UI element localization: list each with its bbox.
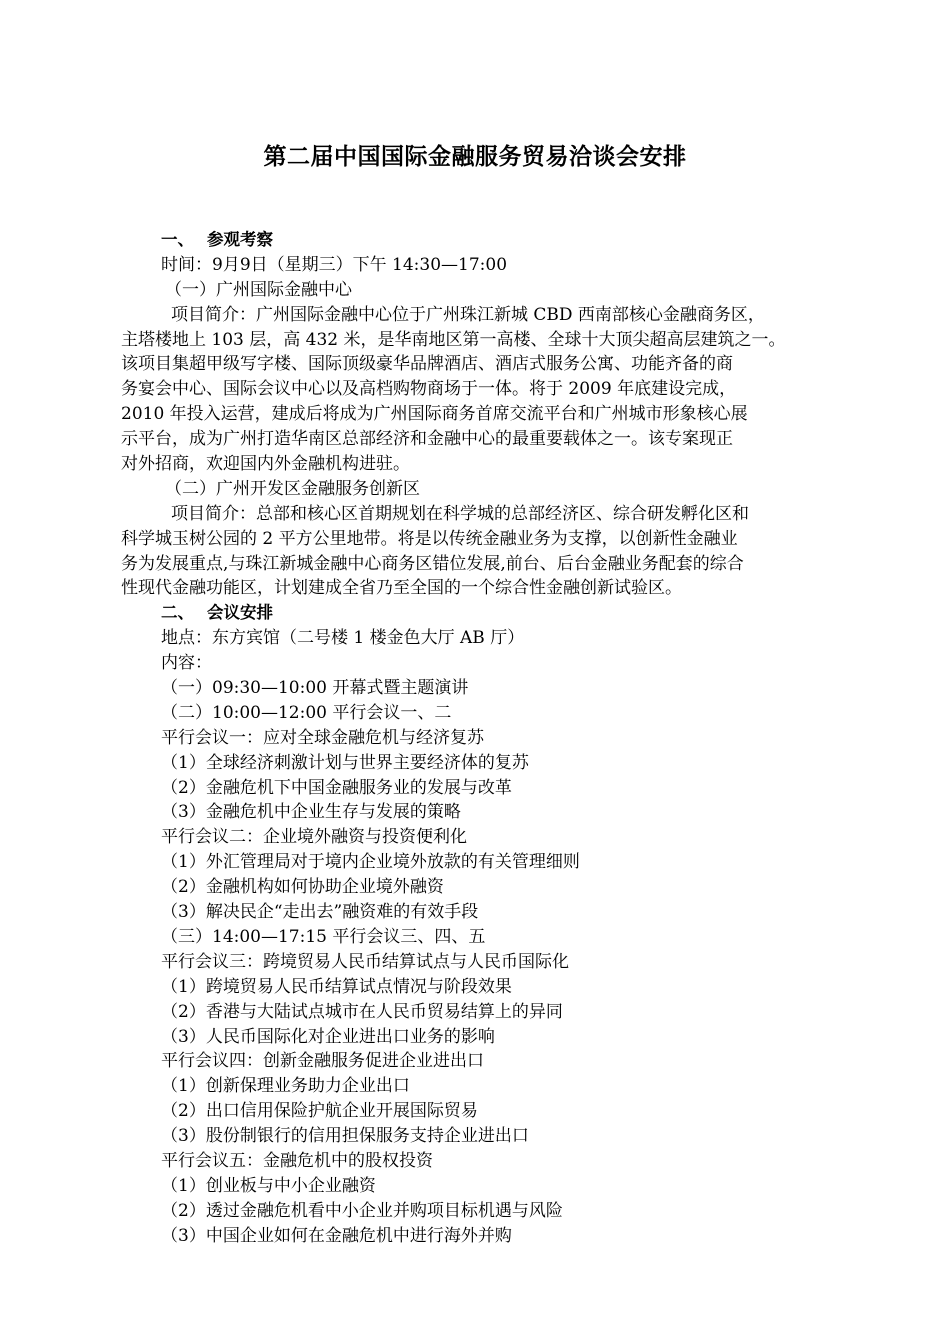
list-item: 平行会议四：创新金融服务促进企业进出口 <box>161 1051 484 1072</box>
list-item: （2）金融机构如何协助企业境外融资 <box>161 877 444 898</box>
item-title: （一）广州国际金融中心 <box>165 279 352 300</box>
paragraph-line: 项目简介：总部和核心区首期规划在科学城的总部经济区、综合研发孵化区和 <box>171 503 749 524</box>
list-item: （1）创业板与中小企业融资 <box>161 1175 376 1196</box>
paragraph-line: 示平台，成为广州打造华南区总部经济和金融中心的最重要载体之一。该专案现正 <box>121 429 733 450</box>
list-item: （1）外汇管理局对于境内企业境外放款的有关管理细则 <box>161 852 580 873</box>
item-title: （二）广州开发区金融服务创新区 <box>165 478 420 499</box>
list-item: 平行会议一：应对全球金融危机与经济复苏 <box>161 727 484 748</box>
paragraph-line: 科学城玉树公园的 2 平方公里地带。将是以传统金融业务为支撑，以创新性金融业 <box>121 528 738 549</box>
list-item: （1）全球经济刺激计划与世界主要经济体的复苏 <box>161 752 529 773</box>
visit-time: 时间：9月9日（星期三）下午 14:30—17:00 <box>161 254 508 275</box>
section-number: 一、 <box>161 230 194 249</box>
list-item: （一）09:30—10:00 开幕式暨主题演讲 <box>161 678 469 699</box>
list-item: （3）股份制银行的信用担保服务支持企业进出口 <box>161 1126 529 1147</box>
paragraph-line: 务宴会中心、国际会议中心以及高档购物商场于一体。将于 2009 年底建设完成， <box>121 379 737 400</box>
list-item: （2）香港与大陆试点城市在人民币贸易结算上的异同 <box>161 1001 563 1022</box>
list-item: （3）金融危机中企业生存与发展的策略 <box>161 802 461 823</box>
list-item: （3）人民币国际化对企业进出口业务的影响 <box>161 1026 495 1047</box>
list-item: （3）解决民企“走出去”融资难的有效手段 <box>161 902 479 923</box>
list-item: 平行会议三：跨境贸易人民币结算试点与人民币国际化 <box>161 951 569 972</box>
list-item: （2）金融危机下中国金融服务业的发展与改革 <box>161 777 512 798</box>
paragraph-line: 项目简介：广州国际金融中心位于广州珠江新城 CBD 西南部核心金融商务区， <box>171 304 765 325</box>
paragraph-line: 主塔楼地上 103 层，高 432 米，是华南地区第一高楼、全球十大顶尖超高层建筑之一。 <box>121 329 786 350</box>
list-item: （3）中国企业如何在金融危机中进行海外并购 <box>161 1225 512 1246</box>
section-title: 参观考察 <box>207 230 273 249</box>
list-item: （1）跨境贸易人民币结算试点情况与阶段效果 <box>161 976 512 997</box>
document-title: 第二届中国国际金融服务贸易洽谈会安排 <box>263 144 687 170</box>
list-item: 平行会议二：企业境外融资与投资便利化 <box>161 827 467 848</box>
section-heading <box>161 601 841 626</box>
paragraph-line: 该项目集超甲级写字楼、国际顶级豪华品牌酒店、酒店式服务公寓、功能齐备的商 <box>121 354 733 375</box>
paragraph-line: 务为发展重点,与珠江新城金融中心商务区错位发展,前台、后台金融业务配套的综合 <box>121 553 744 574</box>
list-item: （2）透过金融危机看中小企业并购项目标机遇与风险 <box>161 1200 563 1221</box>
list-item: 内容： <box>161 653 212 674</box>
document-body <box>121 228 841 1249</box>
list-item: （2）出口信用保险护航企业开展国际贸易 <box>161 1101 478 1122</box>
section-heading <box>161 228 841 253</box>
list-item: （三）14:00—17:15 平行会议三、四、五 <box>161 926 486 947</box>
section-title: 会议安排 <box>207 603 273 623</box>
section-number: 二、 <box>161 603 194 623</box>
paragraph-line: 性现代金融功能区，计划建成全省乃至全国的一个综合性金融创新试验区。 <box>121 578 682 599</box>
list-item: （1）创新保理业务助力企业出口 <box>161 1076 410 1097</box>
paragraph-line: 2010 年投入运营，建成后将成为广州国际商务首席交流平台和广州城市形象核心展 <box>121 404 748 425</box>
list-item: （二）10:00—12:00 平行会议一、二 <box>161 702 452 723</box>
meeting-location: 地点：东方宾馆（二号楼 1 楼金色大厅 AB 厅） <box>161 628 525 649</box>
list-item: 平行会议五：金融危机中的股权投资 <box>161 1150 433 1171</box>
paragraph-line: 对外招商，欢迎国内外金融机构进驻。 <box>121 454 410 475</box>
